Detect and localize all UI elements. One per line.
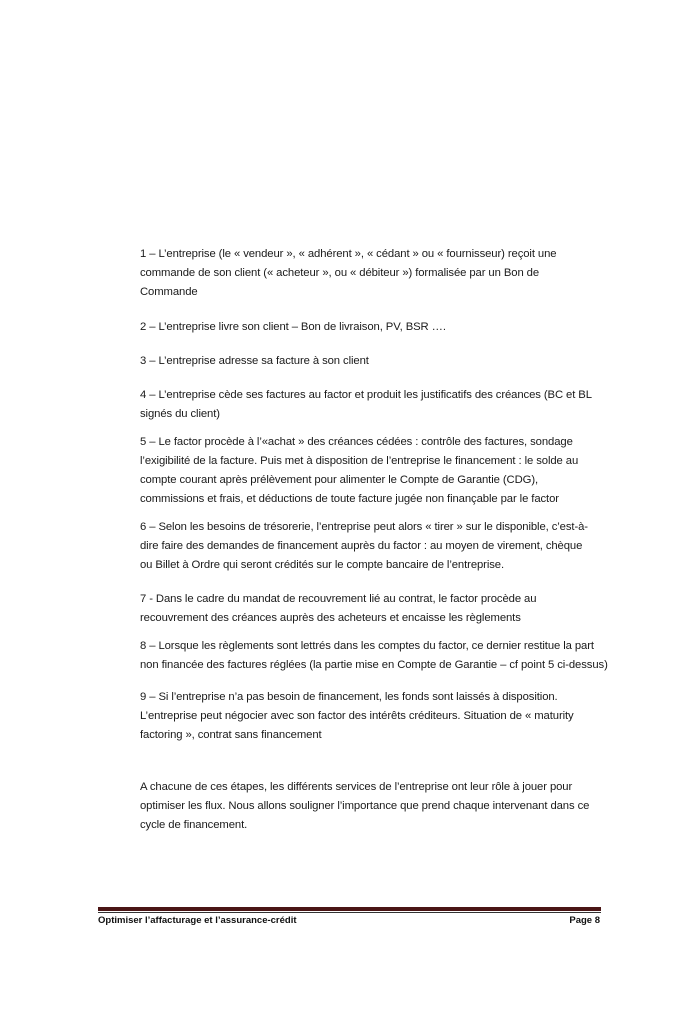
paragraph	[140, 590, 610, 628]
text-line: dire faire des demandes de financement auprès du factor : au moyen de virement, chèque	[140, 540, 583, 552]
text-line: 1 – L’entreprise (le « vendeur », « adhérent », « cédant » ou « fournisseur) reçoit une	[140, 248, 557, 260]
text-line: recouvrement des créances auprès des acheteurs et encaisse les règlements	[140, 612, 521, 624]
text-line: commande de son client (« acheteur », ou « débiteur ») formalisée par un Bon de	[140, 267, 540, 279]
text-line: L’entreprise peut négocier avec son factor des intérêts créditeurs. Situation de « maturity	[140, 710, 574, 722]
text-line: 4 – L’entreprise cède ses factures au factor et produit les justificatifs des créances (BC et BL	[140, 389, 592, 401]
text-line: signés du client)	[140, 408, 220, 420]
text-line: l’exigibilité de la facture. Puis met à disposition de l’entreprise le financement : le solde au	[140, 455, 579, 467]
paragraph	[140, 688, 610, 745]
text-line: 8 – Lorsque les règlements sont lettrés dans les comptes du factor, ce dernier restitue la part	[140, 640, 594, 652]
text-line: ou Billet à Ordre qui seront crédités sur le compte bancaire de l’entreprise.	[140, 559, 505, 571]
text-line: 6 – Selon les besoins de trésorerie, l’entreprise peut alors « tirer » sur le disponible, c’est-à-	[140, 521, 588, 533]
text-line: 3 – L’entreprise adresse sa facture à son client	[140, 355, 369, 367]
text-line: 5 – Le factor procède à l’«achat » des créances cédées : contrôle des factures, sondage	[140, 436, 573, 448]
footer-title: Optimiser l’affacturage et l’assurance-crédit	[98, 915, 297, 926]
text-line: A chacune de ces étapes, les différents services de l’entreprise ont leur rôle à jouer pour	[140, 781, 573, 793]
text-line: 9 – Si l’entreprise n’a pas besoin de financement, les fonds sont laissés à disposition.	[140, 691, 558, 703]
text-line: 2 – L’entreprise livre son client – Bon de livraison, PV, BSR ….	[140, 321, 446, 333]
paragraph	[140, 518, 610, 575]
text-line: compte courant après prélèvement pour alimenter le Compte de Garantie (CDG),	[140, 474, 539, 486]
paragraph	[140, 245, 610, 302]
footer-rule-thick	[98, 907, 601, 911]
text-line: factoring », contrat sans financement	[140, 729, 322, 741]
text-line: Commande	[140, 286, 198, 298]
paragraph	[140, 778, 610, 835]
paragraph	[140, 318, 610, 337]
paragraph	[140, 433, 610, 509]
text-line: commissions et frais, et déductions de toute facture jugée non finançable par le factor	[140, 493, 559, 505]
text-line: optimiser les flux. Nous allons souligner l’importance que prend chaque intervenant dans ce	[140, 800, 590, 812]
paragraph	[140, 352, 610, 371]
footer-rule-thin	[98, 912, 601, 913]
text-line: cycle de financement.	[140, 819, 248, 831]
text-line: non financée des factures réglées (la partie mise en Compte de Garantie – cf point 5 ci-dessus)	[140, 659, 608, 671]
paragraph	[140, 386, 610, 424]
text-line: 7 - Dans le cadre du mandat de recouvrement lié au contrat, le factor procède au	[140, 593, 537, 605]
paragraph	[140, 637, 610, 675]
footer-page-number: Page 8	[569, 915, 600, 926]
